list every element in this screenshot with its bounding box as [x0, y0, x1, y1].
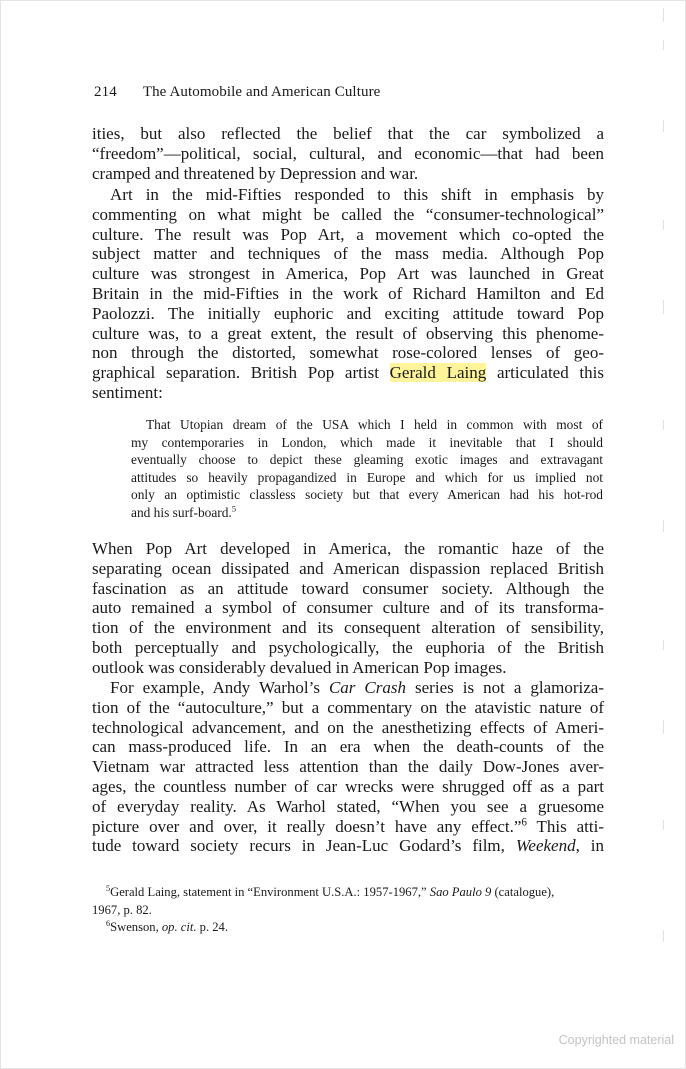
text-line: ities, but also reflected the belief that the car symbolized a [92, 124, 604, 143]
text-line: commenting on what might be called the “consumer-technological” [92, 204, 604, 224]
text-line: graphical separation. British Pop artist Gerald Laing articulated this [92, 363, 604, 383]
text-line: Britain in the mid-Fifties in the work of Richard Hamilton and Ed [92, 283, 604, 303]
block-quote [131, 416, 603, 522]
text-line: For example, Andy Warhol’s Car Crash series is not a glamoriza- [110, 678, 604, 697]
text-line: both perceptually and psychologically, the euphoria of the British [92, 637, 604, 657]
quote-line: my contemporaries in London, which made it inevitable that I should [131, 434, 603, 450]
paragraph-3 [92, 539, 604, 678]
text-line: can mass-produced life. In an era when the death-counts of the [92, 737, 604, 757]
paragraph-2 [92, 185, 604, 403]
highlighted-name: Gerald Laing [389, 363, 487, 383]
copyright-watermark: Copyrighted material [558, 1033, 674, 1047]
quote-line: eventually choose to depict these gleaming exotic images and extravagant [131, 452, 603, 468]
text-line: cramped and threatened by Depression and war. [92, 163, 419, 183]
quote-line: That Utopian dream of the USA which I held in common with most of [146, 417, 603, 432]
text-line: tion of the “autoculture,” but a commentary on the atavistic nature of [92, 697, 604, 717]
text-line: picture over and over, it really doesn’t have any effect.”$^6$ This atti- [92, 815, 605, 836]
text-line: tude toward society recurs in Jean-Luc Godard’s film, Weekend, in [92, 836, 604, 856]
page-number: 214 [94, 84, 117, 100]
text-line: culture was, to a great extent, the result of observing this phenome- [92, 323, 604, 343]
text-line: ages, the countless number of car wrecks were shrugged off as a part [92, 776, 604, 796]
text-line: Paolozzi. The initially euphoric and exciting attitude toward Pop [92, 303, 604, 323]
artwork-title: Car Crash [328, 678, 407, 697]
text-line: separating ocean dissipated and American dispassion replaced British [92, 558, 604, 578]
text-line: auto remained a symbol of consumer culture and of its transforma- [92, 598, 604, 618]
text-line: subject matter and techniques of the mass media. Although Pop [92, 244, 604, 264]
quote-line: only an optimistic classless society but that every American had his hot-rod [131, 487, 603, 503]
paragraph-4 [92, 678, 604, 856]
quote-line: and his surf-board.$^5$ [131, 503, 237, 520]
footnote-6: $^6$Swenson, op. cit. p. 24. [106, 918, 228, 934]
text-line: non through the distorted, somewhat rose-colored lenses of geo- [92, 343, 604, 363]
footnote-5: $^5$Gerald Laing, statement in “Environment U.S.A.: 1957-1967,” Sao Paulo 9 (catalogue), 1967, p. 82. [92, 883, 555, 917]
text-line: sentiment: [92, 382, 163, 402]
text-line: culture. The result was Pop Art, a movement which co-opted the [92, 224, 604, 244]
text-line: When Pop Art developed in America, the romantic haze of the [92, 539, 604, 558]
text-line: “freedom”—political, social, cultural, and economic—that had been [92, 143, 604, 163]
text-line: outlook was considerably devalued in American Pop images. [92, 657, 507, 677]
footnote-ref: 6 [521, 815, 527, 828]
footnotes [92, 884, 604, 937]
film-title: Weekend [515, 836, 576, 856]
text-line: Art in the mid-Fifties responded to this shift in emphasis by [110, 185, 604, 204]
text-line: Vietnam war attracted less attention than the daily Dow-Jones aver- [92, 757, 604, 777]
text-line: tion of the environment and its consequent alteration of sensibility, [92, 618, 604, 638]
text-line: fascination as an attitude toward consumer society. Although the [92, 578, 604, 598]
footnote-ref: 5 [231, 503, 237, 514]
quote-line: attitudes so heavily propagandized in Europe and which for us implied not [131, 469, 603, 485]
text-line: culture was strongest in America, Pop Art was launched in Great [92, 264, 604, 284]
running-title: The Automobile and American Culture [142, 84, 381, 100]
paragraph-1 [92, 124, 604, 183]
page-edge-marks [658, 0, 686, 1069]
text-line: of everyday reality. As Warhol stated, “When you see a gruesome [92, 796, 604, 816]
running-header [94, 84, 380, 101]
text-line: technological advancement, and on the anesthetizing effects of Ameri- [92, 717, 604, 737]
